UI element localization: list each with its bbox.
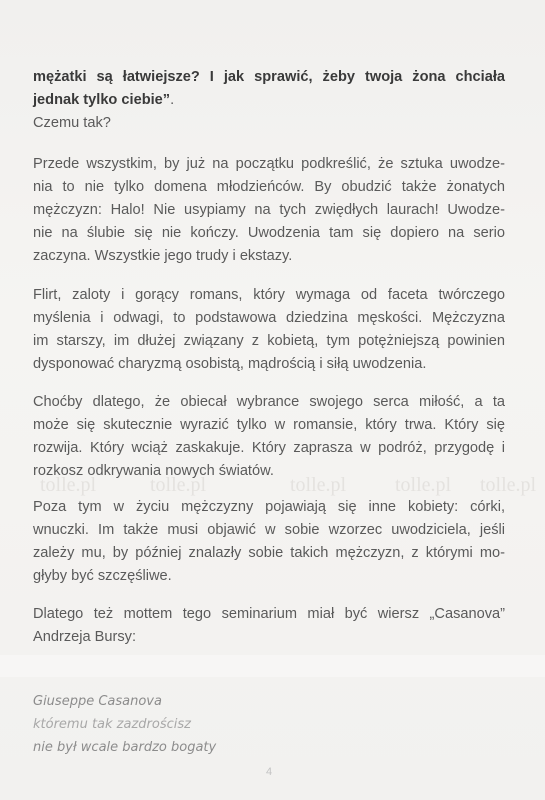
paragraph-line: nie na ślubie się nie kończy. Uwodzenia tam się dopiero na serio [33,225,505,241]
paragraph-4 [33,496,505,588]
watermark-text: tolle.pl [40,474,97,496]
paragraph-line: Andrzeja Bursy: [33,629,137,645]
paragraph-line: Poza tym w życiu mężczyzny pojawiają się inne kobiety: córki, [33,499,505,515]
paragraph-line: może się skutecznie wyrazić tylko w romansie, który trwa. Który się [33,417,505,433]
paragraph-line: Przede wszystkim, by już na początku podkreślić, że sztuka uwodze- [33,156,505,172]
paragraph-2 [33,284,505,376]
lead-bold-line-2-wrap [33,89,505,112]
paragraph-line: rozkosz odkrywania nowych światów. [33,463,274,479]
poem-line: któremu tak zazdrościsz [33,717,191,732]
poem-excerpt [33,690,333,759]
paragraph-line: zależy mu, by później znalazły sobie takich mężczyzn, z którymi mo- [33,545,505,561]
watermark-text: tolle.pl [150,474,207,496]
paragraph-line: Choćby dlatego, że obiecał wybrance swojego serca miłość, a ta [33,394,505,410]
page-number: 4 [266,766,273,778]
paragraph-1 [33,153,505,268]
paragraph-line: zaczyna. Wszystkie jego trudy i ekstazy. [33,248,293,264]
paragraph-line: im starszy, im dłużej związany z kobietą, tym potężniejszą powinien [33,333,505,349]
paragraph-line: myślenia i odwagi, to podstawowa dziedzina męskości. Mężczyzna [33,310,505,326]
paragraph-line: Flirt, zaloty i gorący romans, który wymaga od faceta twórczego [33,287,505,303]
paragraph-5 [33,603,505,649]
paragraph-line: nia to nie tylko domena młodzieńców. By obudzić także żonatych [33,179,505,195]
poem-line: nie był wcale bardzo bogaty [33,740,217,755]
paragraph-line: głyby być szczęśliwe. [33,568,172,584]
paragraph-line: Dlatego też mottem tego seminarium miał być wiersz „Casanova” [33,606,505,622]
watermark-text: tolle.pl [480,474,537,496]
paragraph-line: rozwija. Który wciąż zaskakuje. Który zaprasza w podróż, przygodę i [33,440,505,456]
paragraph-3 [33,391,505,483]
paper-band [0,655,545,677]
lead-paragraph [33,66,505,135]
paragraph-line: wnuczki. Im także musi objawić w sobie wzorzec uwodziciela, jeśli [33,522,505,538]
paragraph-line: mężczyzn: Halo! Nie usypiamy na tych zwiędłych laurach! Uwodze- [33,202,505,218]
watermark-text: tolle.pl [395,474,452,496]
lead-bold-line-2: jednak tylko ciebie” [33,92,171,108]
poem-line: Giuseppe Casanova [33,694,162,709]
lead-bold-tail: . [170,92,175,108]
paragraph-line: dysponować charyzmą osobistą, mądrością i siłą uwodzenia. [33,356,427,372]
lead-bold-line-1: mężatki są łatwiejsze? I jak sprawić, żeby twoja żona chciała [33,69,505,85]
watermark-text: tolle.pl [290,474,347,496]
lead-question: Czemu tak? [33,115,111,131]
